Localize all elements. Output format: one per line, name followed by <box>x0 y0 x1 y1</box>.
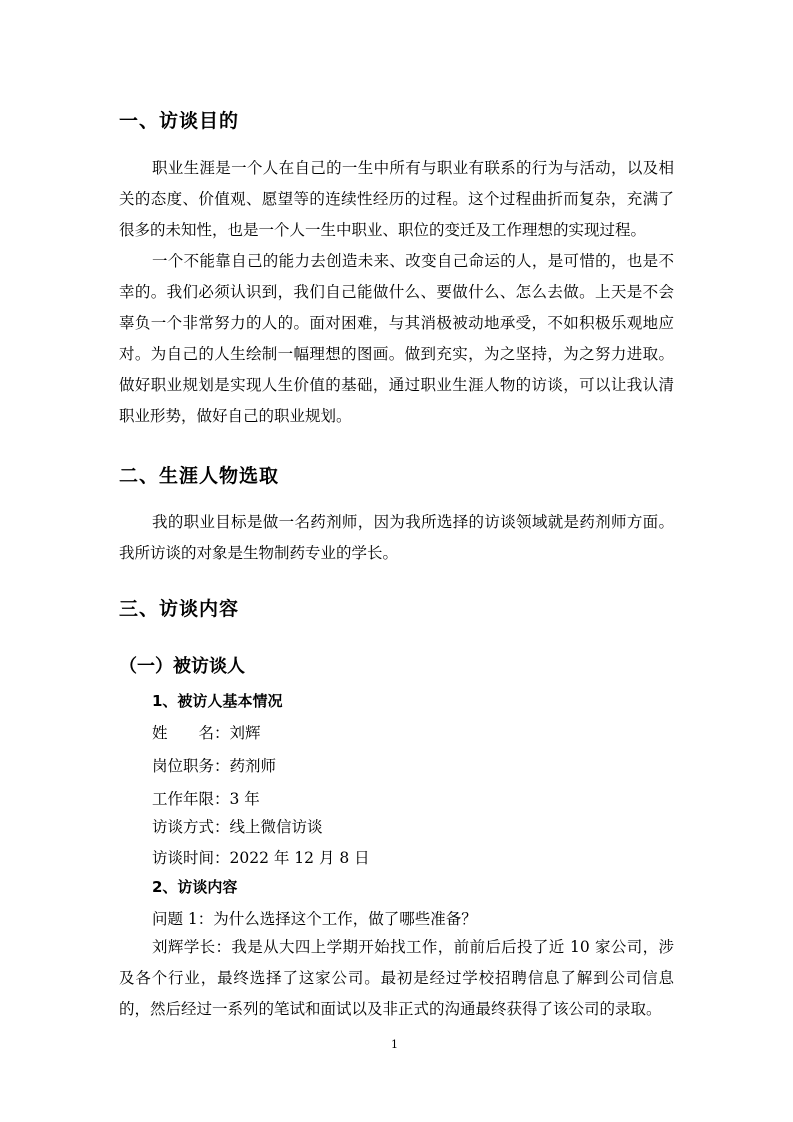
info-time: 访谈时间：2022 年 12 月 8 日 <box>152 849 370 867</box>
info-years: 工作年限：3 年 <box>152 790 260 808</box>
answer-1: 刘辉学长：我是从大四上学期开始找工作，前前后后投了近 10 家公司，涉及各个行业，最终选择了这家公司。最初是经过学校招聘信息了解到公司信息的，然后经过一系列的笔试和面试以及非正式的沟通最终获得了该公司的录取。 <box>119 938 674 1018</box>
page-number: 1 <box>391 1038 398 1051</box>
section-heading-interview-purpose: 一、访谈目的 <box>119 110 240 132</box>
section-heading-career-figure: 二、生涯人物选取 <box>119 465 280 487</box>
info-name: 姓 名：刘辉 <box>152 724 261 742</box>
info-position: 岗位职务：药剂师 <box>152 757 277 775</box>
subheading-basic-info: 1、被访人基本情况 <box>152 692 283 710</box>
section-heading-interview-content: 三、访谈内容 <box>119 598 240 620</box>
paragraph-career-goal: 我的职业目标是做一名药剂师，因为我所选择的访谈领域就是药剂师方面。我所访谈的对象是生物制药专业的学长。 <box>119 513 674 562</box>
question-1: 问题 1：为什么选择这个工作，做了哪些准备？ <box>152 910 477 928</box>
subheading-interview-content: 2、访谈内容 <box>152 878 238 896</box>
subsection-heading-interviewee: （一）被访谈人 <box>119 656 245 677</box>
paragraph-career-planning: 一个不能靠自己的能力去创造未来、改变自己命运的人，是可惜的，也是不幸的。我们必须认识到，我们自己能做什么、要做什么、怎么去做。上天是不会辜负一个非常努力的人的。面对困难，与其消极被动地承受，不如积极乐观地应对。为自己的人生绘制一幅理想的图画。做到充实，为之坚持，为之努力进取。做好职业规划是实现人生价值的基础，通过职业生涯人物的访谈，可以让我认清职业形势，做好自己的职业规划。 <box>119 252 674 425</box>
info-method: 访谈方式：线上微信访谈 <box>152 818 323 836</box>
paragraph-career-definition: 职业生涯是一个人在自己的一生中所有与职业有联系的行为与活动，以及相关的态度、价值观、愿望等的连续性经历的过程。这个过程曲折而复杂，充满了很多的未知性，也是一个人一生中职业、职位的变迁及工作理想的实现过程。 <box>119 159 674 239</box>
